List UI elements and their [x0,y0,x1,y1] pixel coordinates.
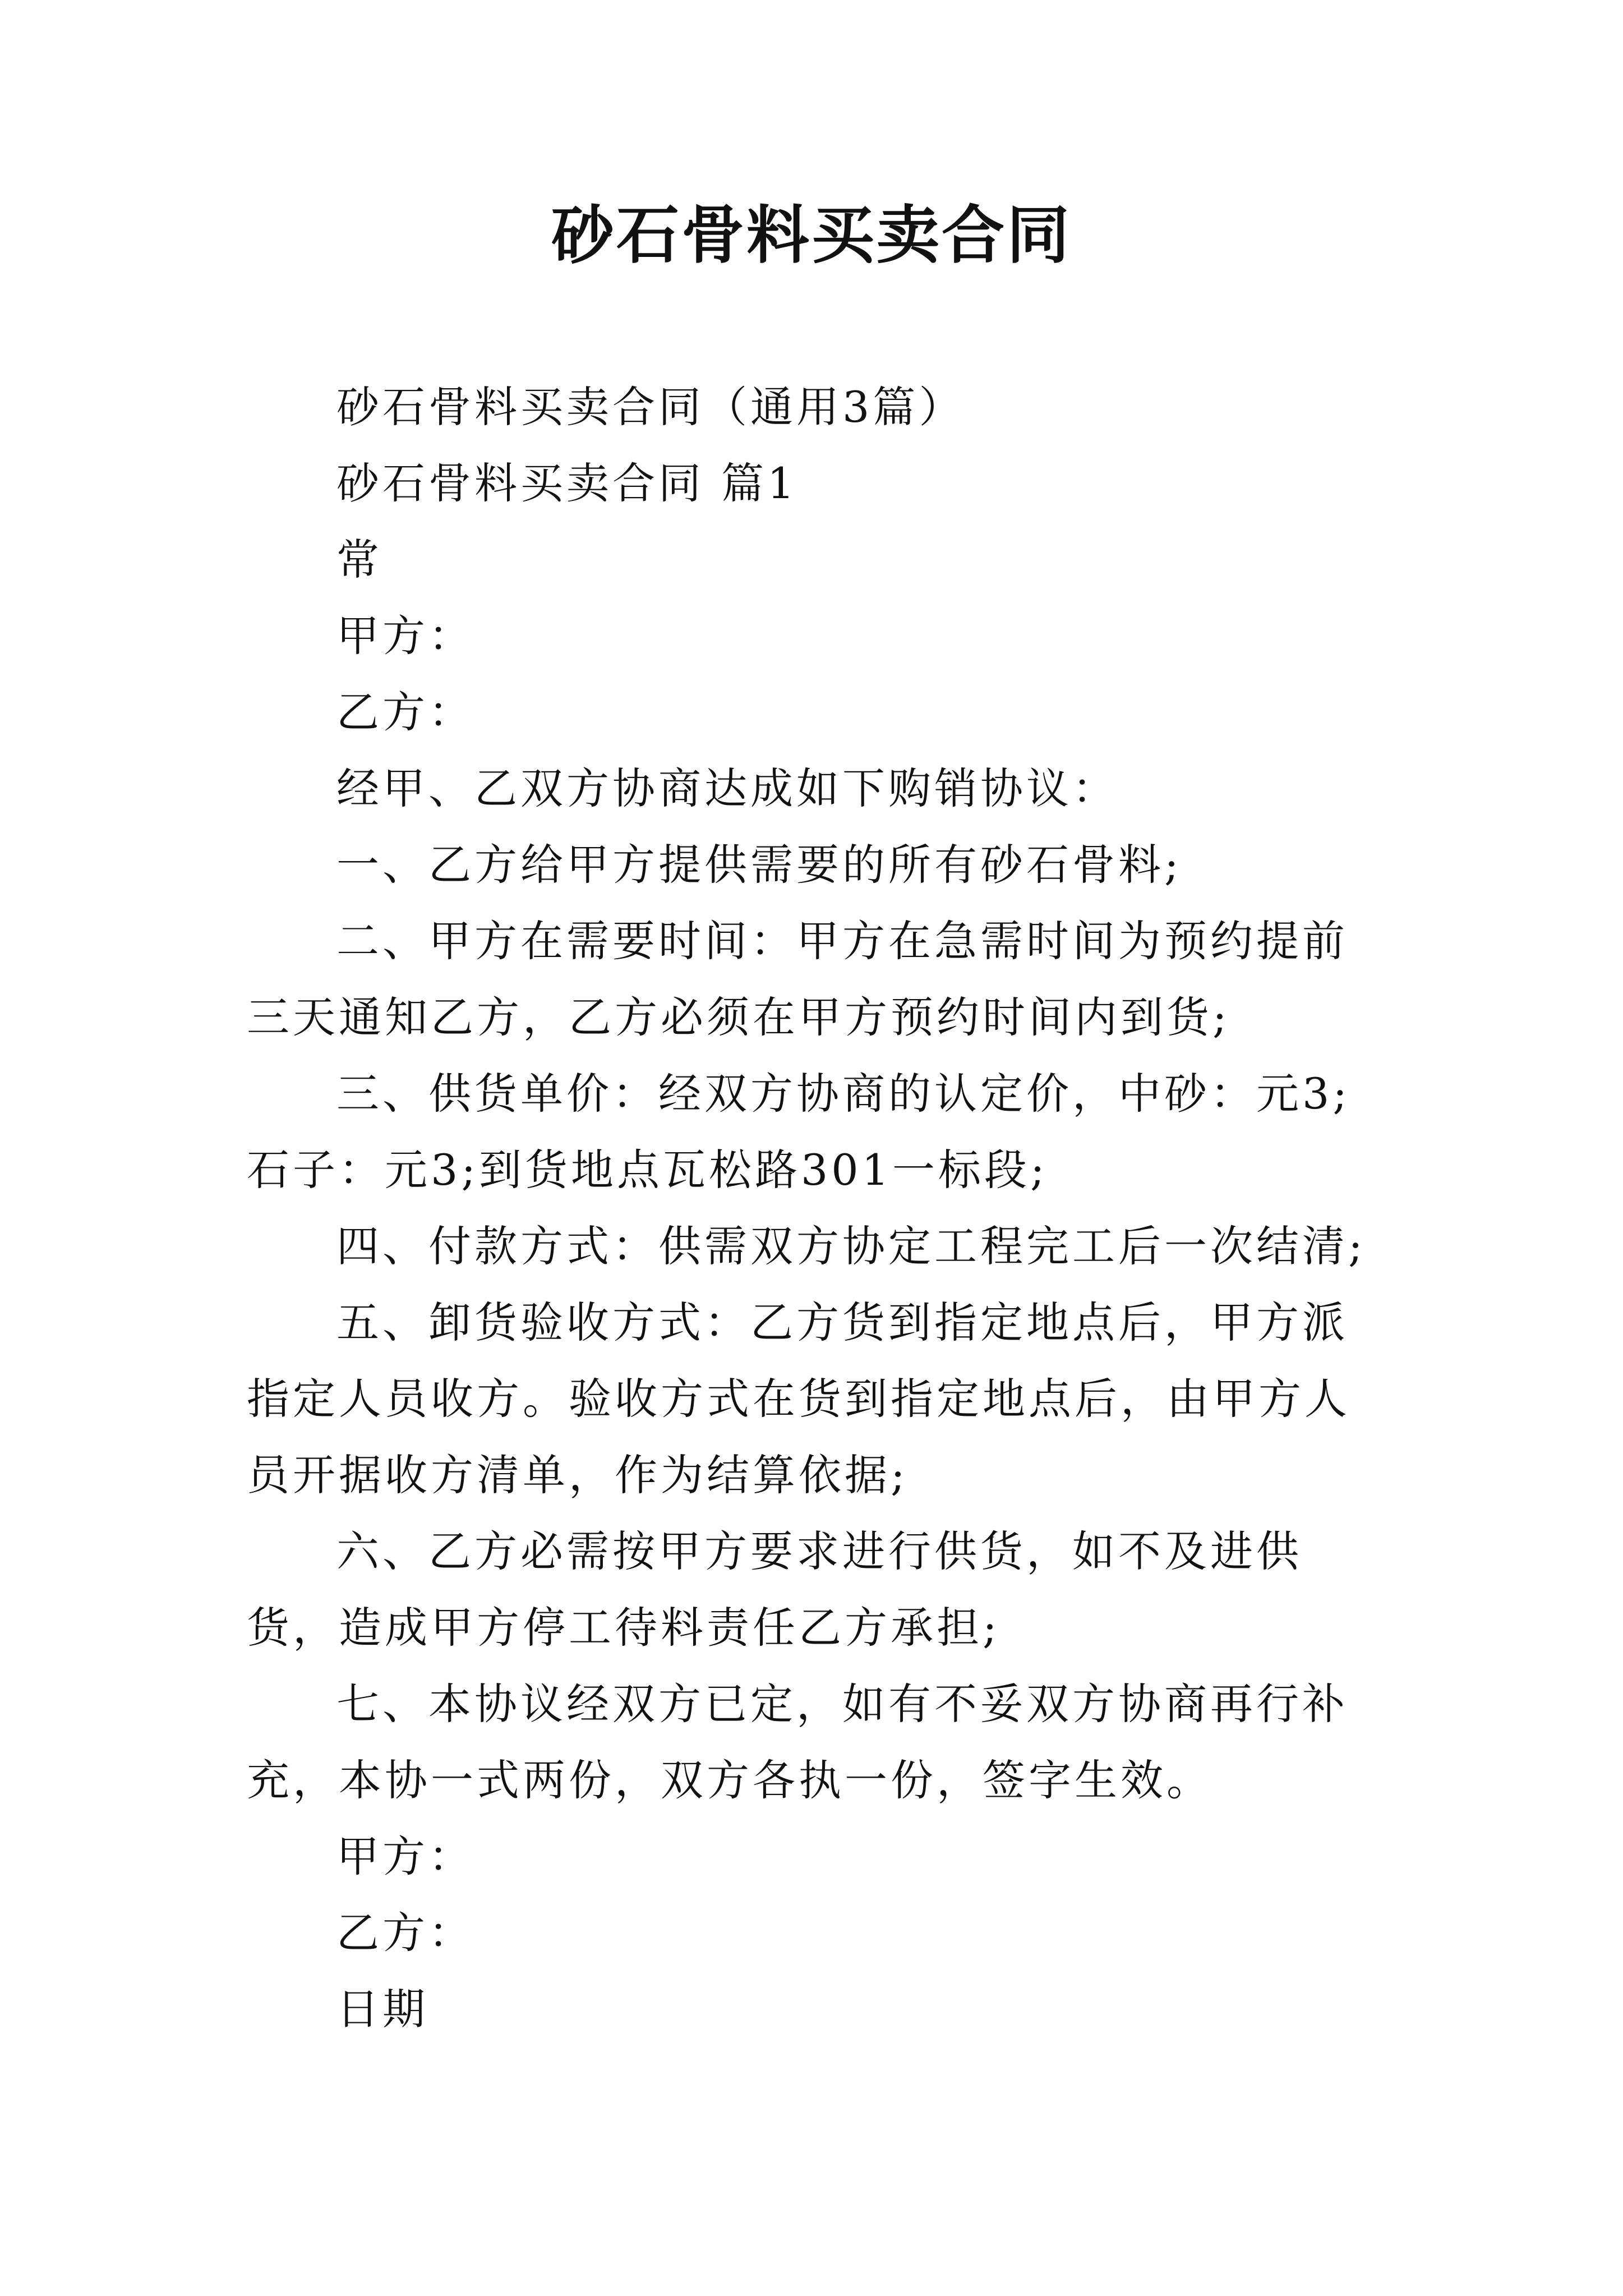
paragraph-intro: 经甲、乙双方协商达成如下购销协议： [336,763,1118,813]
clause-3: 三、供货单价：经双方协商的认定价，中砂：元3;石子：元3;到货地点瓦松路301一标段; [247,1069,1350,1195]
signature-date: 日期 [336,1984,428,2034]
party-b-line: 乙方： [336,687,474,737]
signature-party-b: 乙方： [336,1908,474,1958]
paragraph-subtitle: 砂石骨料买卖合同（通用3篇） [336,382,965,432]
paragraph: 常 [336,535,382,585]
document-title: 砂石骨料买卖合同 [551,199,1072,272]
signature-party-a: 甲方： [336,1832,474,1881]
clause-2: 二、甲方在需要时间：甲方在急需时间为预约提前三天通知乙方，乙方必须在甲方预约时间内到货; [247,916,1348,1042]
clause-4: 四、付款方式：供需双方协定工程完工后一次结清; [336,1221,1366,1271]
clause-5: 五、卸货验收方式：乙方货到指定地点后，甲方派指定人员收方。验收方式在货到指定地点后，由甲方人员开据收方清单，作为结算依据; [247,1297,1350,1500]
clause-6: 六、乙方必需按甲方要求进行供货，如不及进供货，造成甲方停工待料责任乙方承担; [247,1526,1302,1653]
document-body [247,369,1394,2047]
party-a-line: 甲方： [336,611,474,661]
clause-1: 一、乙方给甲方提供需要的所有砂石骨料; [336,840,1182,890]
clause-7: 七、本协议经双方已定，如有不妥双方协商再行补充，本协一式两份，双方各执一份，签字生效。 [247,1679,1348,1805]
paragraph-section-heading: 砂石骨料买卖合同 篇1 [336,458,798,508]
